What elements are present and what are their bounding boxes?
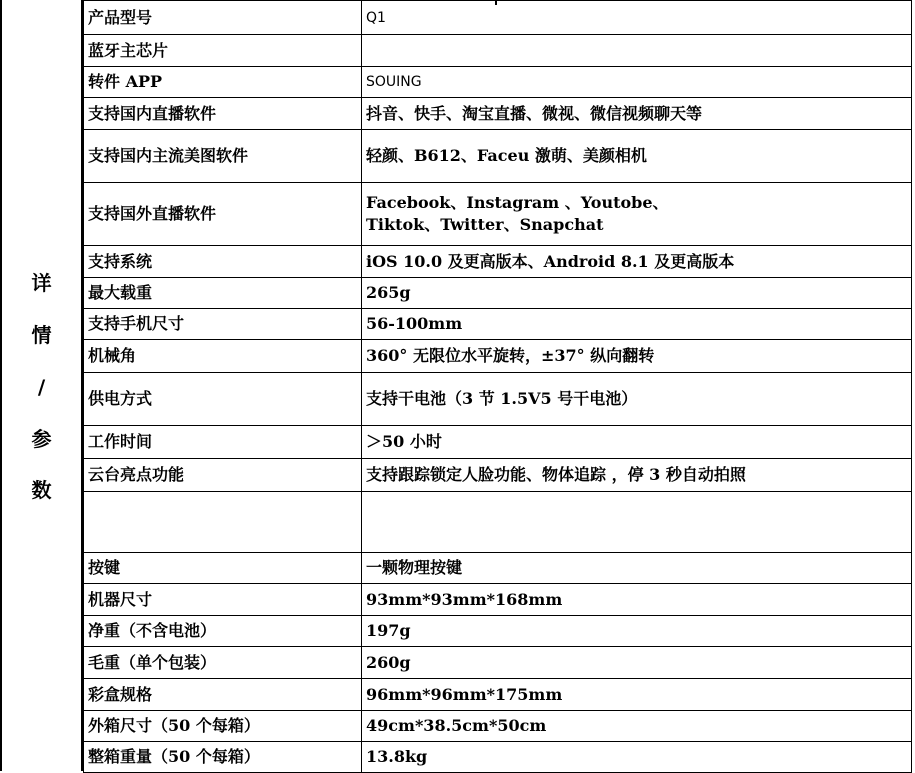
spec-label: 支持手机尺寸 (84, 309, 362, 340)
sidebar-char: 参 (31, 427, 52, 451)
table-row (84, 616, 912, 647)
table-row (84, 35, 912, 67)
table-row (84, 278, 912, 309)
spec-label: 工作时间 (84, 426, 362, 459)
spec-label (84, 492, 362, 553)
spec-value: ＞50 小时 (362, 426, 912, 459)
spec-label: 整箱重量（50 个每箱） (84, 742, 362, 773)
spec-label: 供电方式 (84, 373, 362, 426)
table-row (84, 183, 912, 246)
table-row (84, 647, 912, 679)
spec-value: 197g (362, 616, 912, 647)
spec-label: 云台亮点功能 (84, 459, 362, 492)
table-row (84, 742, 912, 773)
spec-label: 转件 APP (84, 67, 362, 98)
spec-label: 蓝牙主芯片 (84, 35, 362, 67)
table-row (84, 246, 912, 278)
spec-label: 支持系统 (84, 246, 362, 278)
spec-label: 最大载重 (84, 278, 362, 309)
sidebar-char: 情 (31, 323, 52, 347)
sidebar-char: 数 (31, 478, 52, 502)
spec-value: SOUING (362, 67, 912, 98)
spec-label: 按键 (84, 553, 362, 584)
sidebar-char: 详 (31, 271, 52, 295)
table-row (84, 67, 912, 98)
spec-label: 彩盒规格 (84, 679, 362, 711)
spec-value: 支持干电池（3 节 1.5V5 号干电池） (362, 373, 912, 426)
table-row (84, 459, 912, 492)
spec-value (362, 35, 912, 67)
table-row (84, 98, 912, 130)
table-row (84, 711, 912, 742)
spec-value: 265g (362, 278, 912, 309)
table-row (84, 553, 912, 584)
spec-label: 外箱尺寸（50 个每箱） (84, 711, 362, 742)
spec-label: 支持国内直播软件 (84, 98, 362, 130)
table-row (84, 373, 912, 426)
spec-value: 360° 无限位水平旋转，±37° 纵向翻转 (362, 340, 912, 373)
spec-value: 一颗物理按键 (362, 553, 912, 584)
spec-value: 13.8kg (362, 742, 912, 773)
spec-label: 支持国外直播软件 (84, 183, 362, 246)
spec-table (83, 0, 912, 773)
spec-value: 49cm*38.5cm*50cm (362, 711, 912, 742)
spec-label: 产品型号 (84, 1, 362, 35)
spec-value (362, 492, 912, 553)
table-row (84, 130, 912, 183)
sidebar-char: / (37, 375, 46, 399)
table-row (84, 1, 912, 35)
table-row (84, 492, 912, 553)
spec-label: 机械角 (84, 340, 362, 373)
table-row (84, 426, 912, 459)
spec-value: 260g (362, 647, 912, 679)
table-row (84, 340, 912, 373)
spec-value: 93mm*93mm*168mm (362, 584, 912, 616)
table-row (84, 309, 912, 340)
spec-value-line: Facebook、Instagram 、Youtobe、 (366, 193, 669, 212)
table-row (84, 584, 912, 616)
spec-value: 56-100mm (362, 309, 912, 340)
spec-value: 轻颜、B612、Faceu 激萌、美颜相机 (362, 130, 912, 183)
spec-value: 抖音、快手、淘宝直播、微视、微信视频聊天等 (362, 98, 912, 130)
spec-label: 毛重（单个包装） (84, 647, 362, 679)
spec-value: 96mm*96mm*175mm (362, 679, 912, 711)
spec-label: 机器尺寸 (84, 584, 362, 616)
spec-value: 支持跟踪锁定人脸功能、物体追踪 ，停 3 秒自动拍照 (362, 459, 912, 492)
spec-label: 支持国内主流美图软件 (84, 130, 362, 183)
sidebar-section-label (0, 0, 83, 771)
spec-value-line: Tiktok、Twitter、Snapchat (366, 215, 604, 234)
spec-value: Q1 (362, 1, 912, 35)
spec-value (362, 183, 912, 246)
table-row (84, 679, 912, 711)
spec-value: iOS 10.0 及更高版本、Android 8.1 及更高版本 (362, 246, 912, 278)
spec-label: 净重（不含电池） (84, 616, 362, 647)
